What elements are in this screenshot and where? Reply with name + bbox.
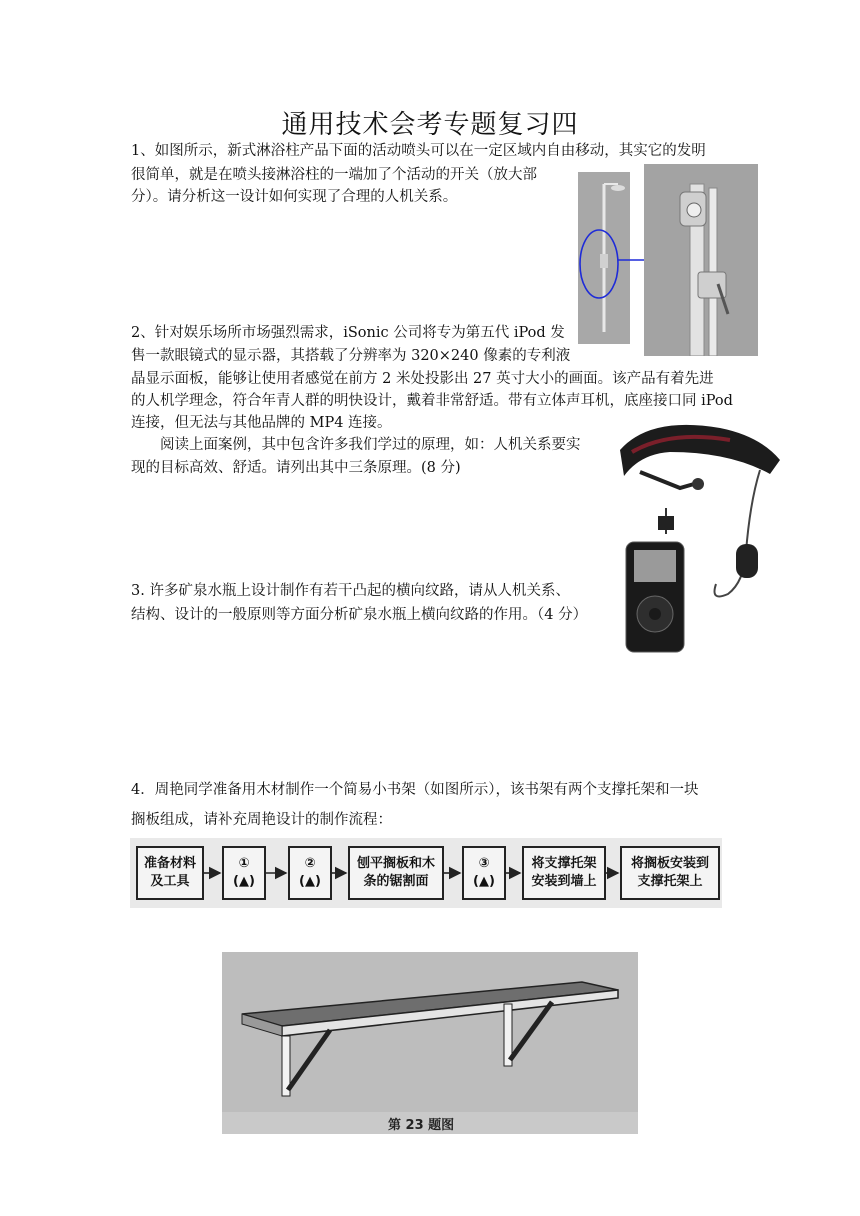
inline-controller xyxy=(736,544,758,578)
flow-step-1-line-1: 准备材料 xyxy=(143,856,196,871)
earbud-left xyxy=(692,478,704,490)
bookshelf-figure xyxy=(222,952,638,1134)
glasses-earphone-left xyxy=(640,472,694,488)
flow-step-2-line-2: (▲) xyxy=(233,874,255,889)
glasses-frame xyxy=(620,425,780,476)
figure-caption: 第 23 题图 xyxy=(388,1118,455,1133)
flow-step-2-line-1: ① xyxy=(238,856,250,871)
flow-step-5-line-2: (▲) xyxy=(473,874,495,889)
flow-step-3-line-1: ② xyxy=(304,856,316,871)
shower-thumbnail-head xyxy=(611,185,625,191)
q3-line-1: 3. 许多矿泉水瓶上设计制作有若干凸起的横向纹路，请从人机关系、 xyxy=(131,583,570,599)
video-glasses-figure xyxy=(610,412,790,662)
shower-thumbnail-valve xyxy=(600,254,608,268)
q2-line-7: 现的目标高效、舒适。请列出其中三条原理。(8 分) xyxy=(131,460,461,476)
production-flowchart xyxy=(130,838,722,908)
ipod-center-button xyxy=(649,608,661,620)
q3-line-2: 结构、设计的一般原则等方面分析矿泉水瓶上横向纹路的作用。（4 分） xyxy=(131,607,588,623)
flow-step-7-line-2: 支撑托架上 xyxy=(637,874,703,889)
flow-step-4-line-1: 刨平搁板和木 xyxy=(356,856,435,871)
flow-step-4-line-2: 条的锯割面 xyxy=(363,874,429,889)
flow-step-1-line-2: 及工具 xyxy=(150,874,190,889)
q1-line-3: 分）。请分析这一设计如何实现了合理的人机关系。 xyxy=(131,189,458,205)
q4-line-2: 搁板组成，请补充周艳设计的制作流程： xyxy=(131,812,392,828)
q2-line-2: 售一款眼镜式的显示器，其搭载了分辨率为 320×240 像素的专利液 xyxy=(131,348,571,364)
page-title: 通用技术会考专题复习四 xyxy=(281,110,579,140)
flow-step-5-line-1: ③ xyxy=(478,856,490,871)
q2-line-5: 连接，但无法与其他品牌的 MP4 连接。 xyxy=(131,415,392,431)
flow-step-6-line-2: 安装到墙上 xyxy=(531,874,597,889)
flow-arrows xyxy=(130,838,722,908)
flow-step-3-line-2: (▲) xyxy=(299,874,321,889)
q1-line-1: 1、如图所示，新式淋浴柱产品下面的活动喷头可以在一定区域内自由移动，其实它的发明 xyxy=(131,143,706,159)
q4-line-1: 4．周艳同学准备用木材制作一个简易小书架（如图所示），该书架有两个支撑托架和一块 xyxy=(131,782,699,798)
bookshelf-drawing xyxy=(222,952,638,1112)
q1-line-2: 很简单，就是在喷头接淋浴柱的一端加了个活动的开关（放大部 xyxy=(131,167,537,183)
flow-step-6-line-1: 将支撑托架 xyxy=(531,856,597,871)
shower-zoom-knob xyxy=(687,203,701,217)
q2-line-3: 晶显示面板，能够让使用者感觉在前方 2 米处投影出 27 英寸大小的画面。该产品有着先进 xyxy=(131,371,714,387)
dock-connector xyxy=(658,516,674,530)
q2-line-1: 2、针对娱乐场所市场强烈需求，iSonic 公司将专为第五代 iPod 发 xyxy=(131,325,565,341)
flow-step-7-line-1: 将搁板安装到 xyxy=(630,856,709,871)
glasses-cable xyxy=(715,470,761,596)
q2-line-6: 阅读上面案例，其中包含许多我们学过的原理，如：人机关系要实 xyxy=(160,437,581,453)
ipod-screen xyxy=(634,550,676,582)
shower-column-figure xyxy=(578,164,758,356)
q2-line-4: 的人机学理念，符合年青人群的明快设计，戴着非常舒适。带有立体声耳机，底座接口同 iPod xyxy=(131,393,733,409)
